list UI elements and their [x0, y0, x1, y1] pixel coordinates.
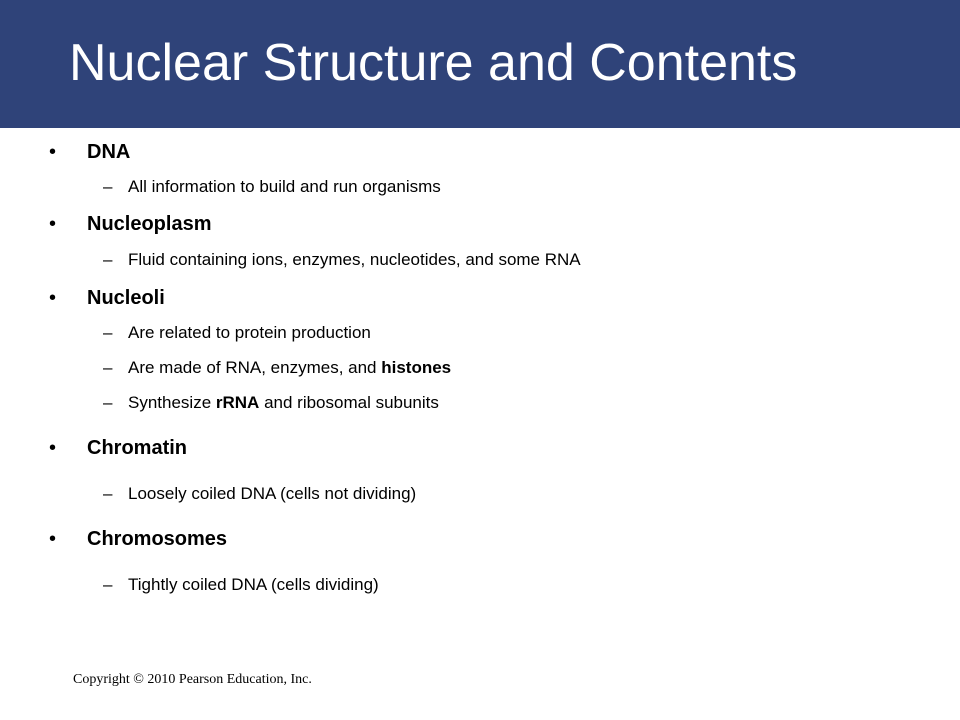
dash-icon: – [103, 393, 113, 412]
sub-item-text: Are related to protein production [128, 323, 371, 342]
sub-item-text: Fluid containing ions, enzymes, nucleotides, and some RNA [128, 250, 581, 269]
bullet-heading: Nucleoplasm [87, 213, 212, 235]
bullet-icon: • [49, 528, 57, 550]
bullet-heading: Nucleoli [87, 287, 165, 309]
dash-icon: – [103, 358, 113, 377]
sub-item-text: All information to build and run organisms [128, 177, 441, 196]
bullet-icon: • [49, 213, 57, 235]
sub-item-text: Loosely coiled DNA (cells not dividing) [128, 484, 417, 503]
bullet-icon: • [49, 437, 57, 459]
dash-icon: – [103, 323, 113, 342]
bullet-heading: DNA [87, 141, 131, 163]
sub-item-text: Tightly coiled DNA (cells dividing) [128, 575, 379, 594]
bullet-icon: • [49, 287, 57, 309]
dash-icon: – [103, 250, 113, 269]
sub-item-text: Synthesize rRNA and ribosomal subunits [128, 393, 439, 412]
copyright-notice: Copyright © 2010 Pearson Education, Inc. [73, 672, 312, 687]
slide-title: Nuclear Structure and Contents [69, 34, 798, 92]
dash-icon: – [103, 575, 113, 594]
bullet-heading: Chromosomes [87, 528, 228, 550]
dash-icon: – [103, 177, 113, 196]
bullet-heading: Chromatin [87, 437, 187, 459]
sub-item-text: Are made of RNA, enzymes, and histones [128, 358, 452, 377]
dash-icon: – [103, 484, 113, 503]
bullet-icon: • [49, 141, 57, 163]
title-bar [0, 0, 960, 128]
